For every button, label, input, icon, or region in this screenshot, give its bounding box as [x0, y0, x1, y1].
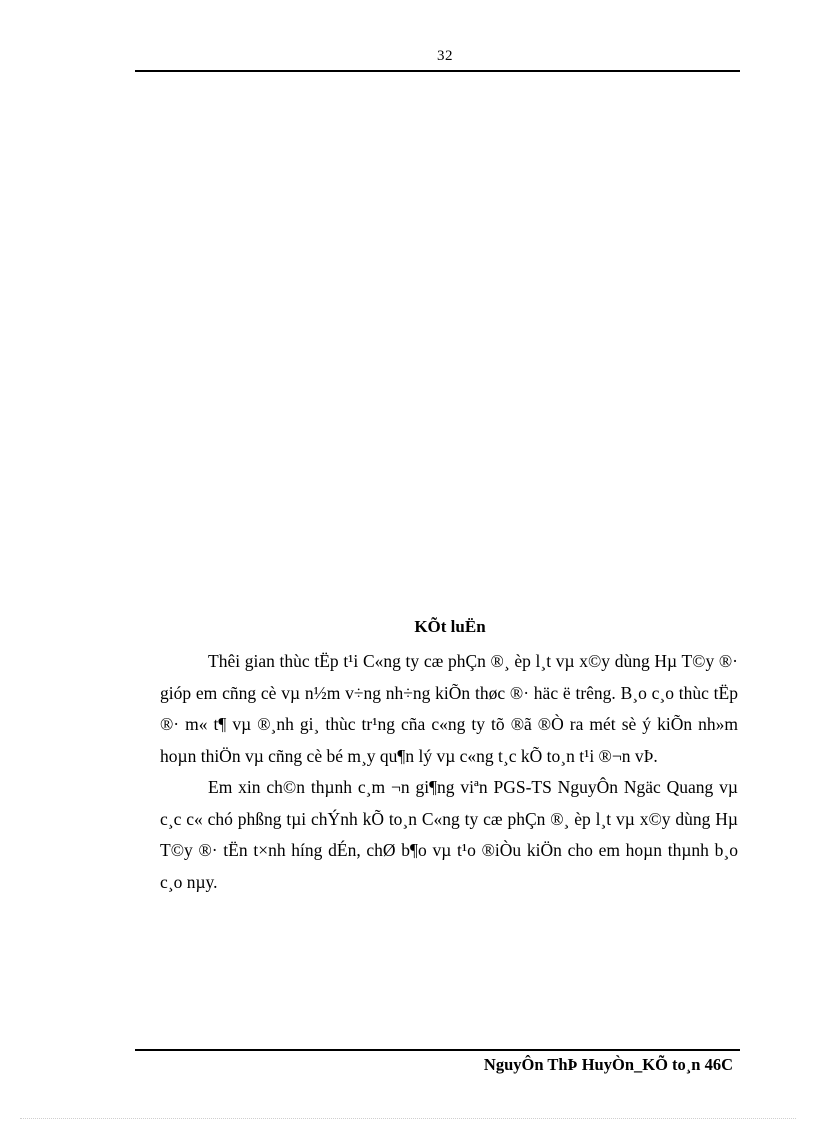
- body-text: [160, 646, 738, 898]
- section-heading: KÕt luËn: [414, 617, 486, 636]
- paragraph-2: Em xin ch©n thµnh c¸m ¬n gi¶ng viªn PGS-TS NguyÔn Ngäc Quang vµ c¸c c« chó phßng tµi chÝnh kÕ to¸n C«ng ty cæ phÇn ®¸ èp l¸t vµ x©y dùng Hµ T©y ®· tËn t×nh híng dÉn, chØ b¶o vµ t¹o ®iÒu kiÖn cho em hoµn thµnh b¸o c¸o nµy.: [160, 777, 738, 892]
- footer-rule: [135, 1049, 740, 1051]
- page-number: 32: [437, 48, 453, 64]
- footer-author: NguyÔn ThÞ HuyÒn_KÕ to¸n 46C: [483, 1055, 733, 1074]
- header-rule: [135, 70, 740, 72]
- page-edge-dots: [20, 1118, 796, 1119]
- paragraph-1: Thêi gian thùc tËp t¹i C«ng ty cæ phÇn ®¸ èp l¸t vµ x©y dùng Hµ T©y ®· gióp em cñng cè vµ n½m v÷ng nh÷ng kiÕn thøc ®· häc ë trêng. B¸o c¸o thùc tËp ®· m« t¶ vµ ®¸nh gi¸ thùc tr¹ng cña c«ng ty tõ ®ã ®Ò ra mét sè ý kiÕn nh»m hoµn thiÖn vµ cñng cè bé m¸y qu¶n lý vµ c«ng t¸c kÕ to¸n t¹i ®¬n vÞ.: [160, 651, 738, 766]
